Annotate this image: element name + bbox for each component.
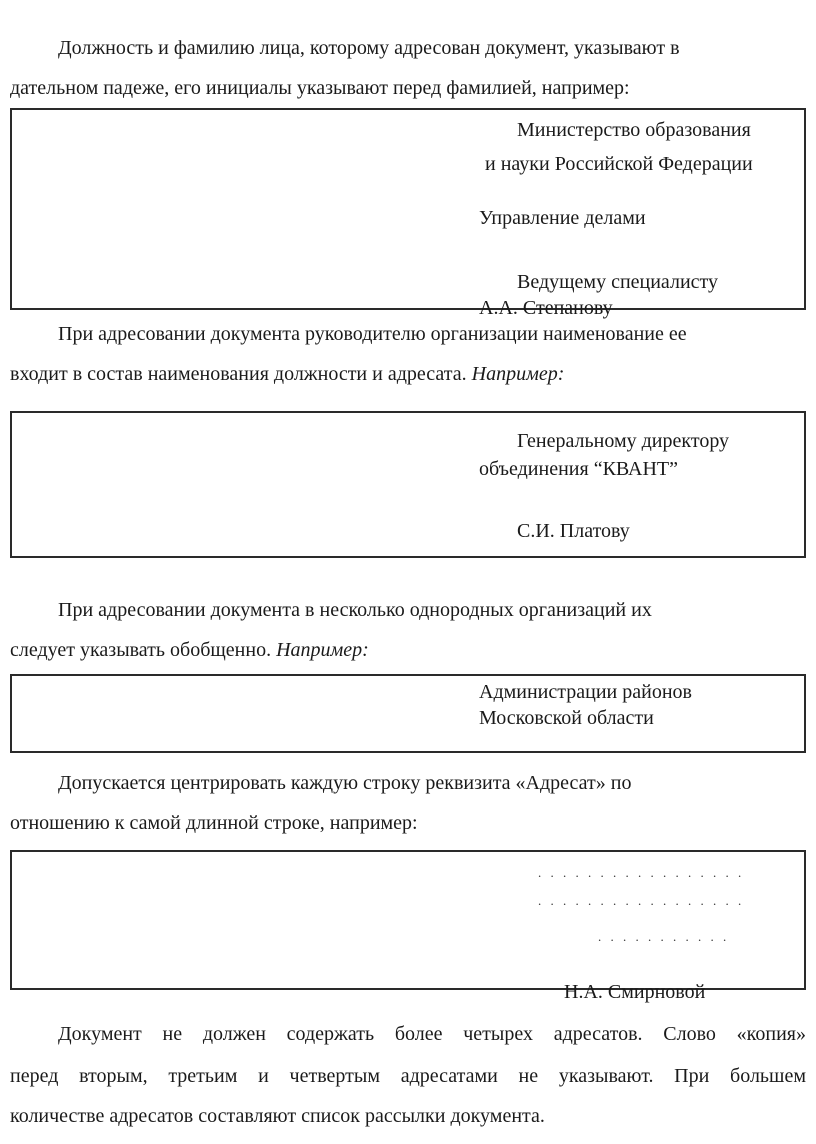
- box4-dotted-line-3: . . . . . . . . . . .: [598, 929, 730, 944]
- addressee-example-box-4: [10, 850, 806, 1003]
- addressee-example-box-3: [10, 674, 806, 753]
- paragraph-5-line-3: количестве адресатов составляют список рассылки документа.: [10, 1105, 545, 1127]
- addressee-example-box-2: [10, 411, 806, 558]
- paragraph-2-line-2-text: входит в состав наименования должности и адресата.: [10, 363, 467, 385]
- box2-line-organization: объединения “КВАНТ”: [479, 458, 678, 480]
- paragraph-3-example-label: Например:: [276, 639, 369, 661]
- addressee-example-box-1: [10, 108, 806, 319]
- box1-line-name: А.А. Степанову: [479, 297, 613, 319]
- box4-dotted-line-2: . . . . . . . . . . . . . . . . .: [538, 893, 745, 908]
- box4-line-name: Н.А. Смирновой: [564, 981, 706, 1003]
- box1-line-department: Управление делами: [479, 207, 646, 229]
- paragraph-3-line-2-text: следует указывать обобщенно.: [10, 639, 272, 661]
- box3-line-administrations: Администрации районов: [479, 681, 692, 703]
- paragraph-3-line-1: При адресовании документа в несколько однородных организаций их: [58, 599, 652, 621]
- paragraph-5-line-2: перед вторым, третьим и четвертым адресатами не указывают. При большем: [10, 1065, 806, 1087]
- box1-line-ministry: Министерство образования: [517, 119, 751, 141]
- paragraph-3-line-2: [10, 638, 369, 662]
- paragraph-1-line-1: Должность и фамилию лица, которому адресован документ, указывают в: [58, 37, 680, 59]
- paragraph-2-line-1: При адресовании документа руководителю организации наименование ее: [58, 323, 687, 345]
- paragraph-5-line-1: Документ не должен содержать более четырех адресатов. Слово «копия»: [58, 1023, 806, 1045]
- box3-line-region: Московской области: [479, 707, 654, 729]
- box2-line-position: Генеральному директору: [517, 430, 730, 452]
- paragraph-2-example-label: Например:: [471, 363, 565, 385]
- box2-line-name: С.И. Платову: [517, 520, 630, 542]
- box1-line-position: Ведущему специалисту: [517, 271, 719, 293]
- box1-line-science: и науки Российской Федерации: [485, 153, 753, 175]
- paragraph-2-line-2: [10, 362, 564, 386]
- box4-dotted-line-1: . . . . . . . . . . . . . . . . .: [538, 865, 745, 880]
- paragraph-4-line-1: Допускается центрировать каждую строку реквизита «Адресат» по: [58, 772, 632, 794]
- paragraph-1-line-2: дательном падеже, его инициалы указывают перед фамилией, например:: [10, 77, 630, 99]
- paragraph-4-line-2: отношению к самой длинной строке, например:: [10, 812, 418, 834]
